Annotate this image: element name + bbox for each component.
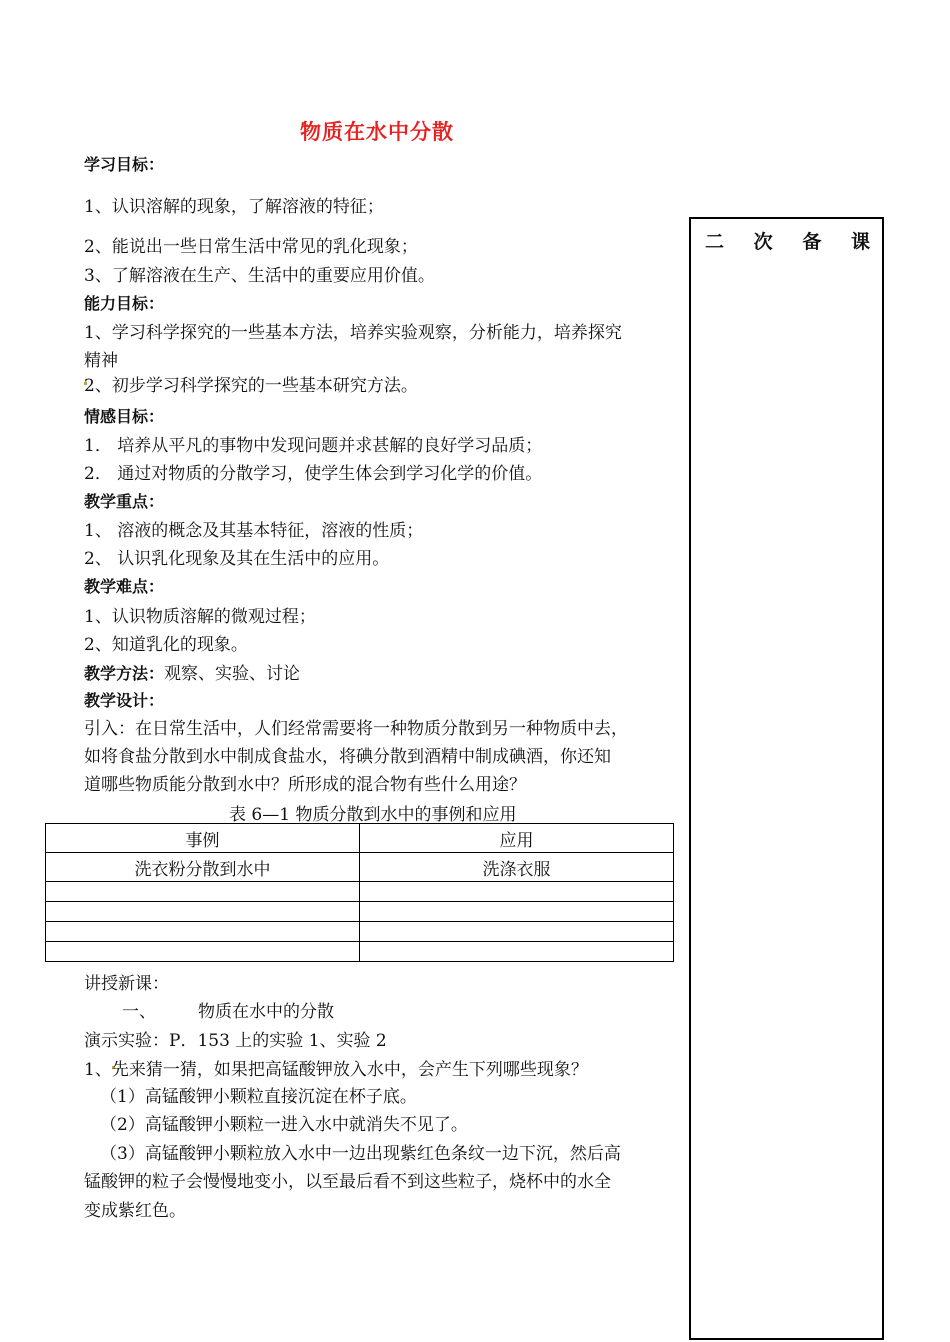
secondary-prep-header	[691, 227, 882, 254]
question-line: 1、先来猜一猜，如果把高锰酸钾放入水中，会产生下列哪些现象？	[84, 1060, 588, 1080]
examples-table	[45, 823, 674, 962]
objectives-heading: 学习目标：	[84, 155, 165, 174]
table-caption: 表 6—1 物质分散到水中的事例和应用	[229, 805, 517, 825]
option-cont-line: 锰酸钾的粒子会慢慢地变小，以至最后看不到这些粒子，烧杯中的水全	[84, 1172, 611, 1192]
table-row	[46, 922, 674, 942]
difficulty-item: 2、知道乳化的现象。	[84, 635, 248, 655]
difficulty-item: 1、认识物质溶解的微观过程；	[84, 607, 316, 627]
objective-item: 2、能说出一些日常生活中常见的乳化现象；	[84, 237, 418, 257]
table-cell	[360, 882, 674, 902]
option-line: （2）高锰酸钾小颗粒一进入水中就消失不见了。	[100, 1115, 468, 1135]
table-header-row	[46, 824, 674, 853]
table-header-cell: 应用	[360, 824, 674, 853]
table-cell	[46, 942, 360, 962]
table-cell	[46, 882, 360, 902]
table-row	[46, 902, 674, 922]
option-line: （1）高锰酸钾小颗粒直接沉淀在杯子底。	[100, 1087, 417, 1107]
table-header-cell: 事例	[46, 824, 360, 853]
section-number: 一、	[122, 1002, 156, 1022]
ability-heading: 能力目标：	[84, 294, 165, 313]
intro-line: 道哪些物质能分散到水中？所形成的混合物有些什么用途？	[84, 775, 526, 795]
emotion-heading: 情感目标：	[84, 407, 165, 426]
key-point-item: 1、 溶液的概念及其基本特征，溶液的性质；	[84, 521, 424, 541]
secondary-prep-char: 备	[802, 231, 822, 253]
method-line	[84, 659, 300, 684]
new-lesson-label: 讲授新课：	[84, 974, 169, 994]
emotion-item: 2． 通过对物质的分散学习，使学生体会到学习化学的价值。	[84, 464, 543, 484]
demo-experiment: 演示实验：P．153 上的实验 1、实验 2	[84, 1031, 387, 1051]
method-text: 观察、实验、讨论	[164, 664, 301, 684]
ability-item-cont: 精神	[84, 351, 118, 371]
intro-line: 如将食盐分散到水中制成食盐水，将碘分散到酒精中制成碘酒，你还知	[84, 747, 611, 767]
table-row	[46, 853, 674, 882]
option-line: （3）高锰酸钾小颗粒放入水中一边出现紫红色条纹一边下沉，然后高	[100, 1144, 621, 1164]
table-cell	[360, 942, 674, 962]
ability-item: 1、学习科学探究的一些基本方法，培养实验观察，分析能力，培养探究	[84, 323, 622, 343]
key-point-item: 2、 认识乳化现象及其在生活中的应用。	[84, 549, 390, 569]
secondary-prep-char: 二	[705, 231, 725, 253]
secondary-prep-char: 课	[850, 231, 870, 253]
secondary-prep-char: 次	[753, 231, 773, 253]
section-title: 物质在水中的分散	[198, 1002, 334, 1022]
design-heading: 教学设计：	[84, 691, 165, 710]
table-cell: 洗衣粉分散到水中	[46, 853, 360, 882]
intro-line: 引入：在日常生活中，人们经常需要将一种物质分散到另一种物质中去，	[84, 719, 628, 739]
emotion-item: 1． 培养从平凡的事物中发现问题并求甚解的良好学习品质；	[84, 436, 543, 456]
table-cell: 洗涤衣服	[360, 853, 674, 882]
table-cell	[46, 902, 360, 922]
secondary-prep-box	[689, 217, 884, 1340]
table-cell	[46, 922, 360, 942]
table-cell	[360, 922, 674, 942]
difficulties-heading: 教学难点：	[84, 577, 165, 596]
key-points-heading: 教学重点：	[84, 492, 165, 511]
option-cont-line: 变成紫红色。	[84, 1201, 186, 1221]
table-row	[46, 942, 674, 962]
table-row	[46, 882, 674, 902]
ability-item: 2、初步学习科学探究的一些基本研究方法。	[84, 376, 418, 396]
method-heading: 教学方法：	[84, 664, 165, 683]
objective-item: 3、了解溶液在生产、生活中的重要应用价值。	[84, 266, 435, 286]
objective-item: 1、认识溶解的现象，了解溶液的特征；	[84, 197, 384, 217]
table-cell	[360, 902, 674, 922]
page-title: 物质在水中分散	[300, 120, 454, 144]
